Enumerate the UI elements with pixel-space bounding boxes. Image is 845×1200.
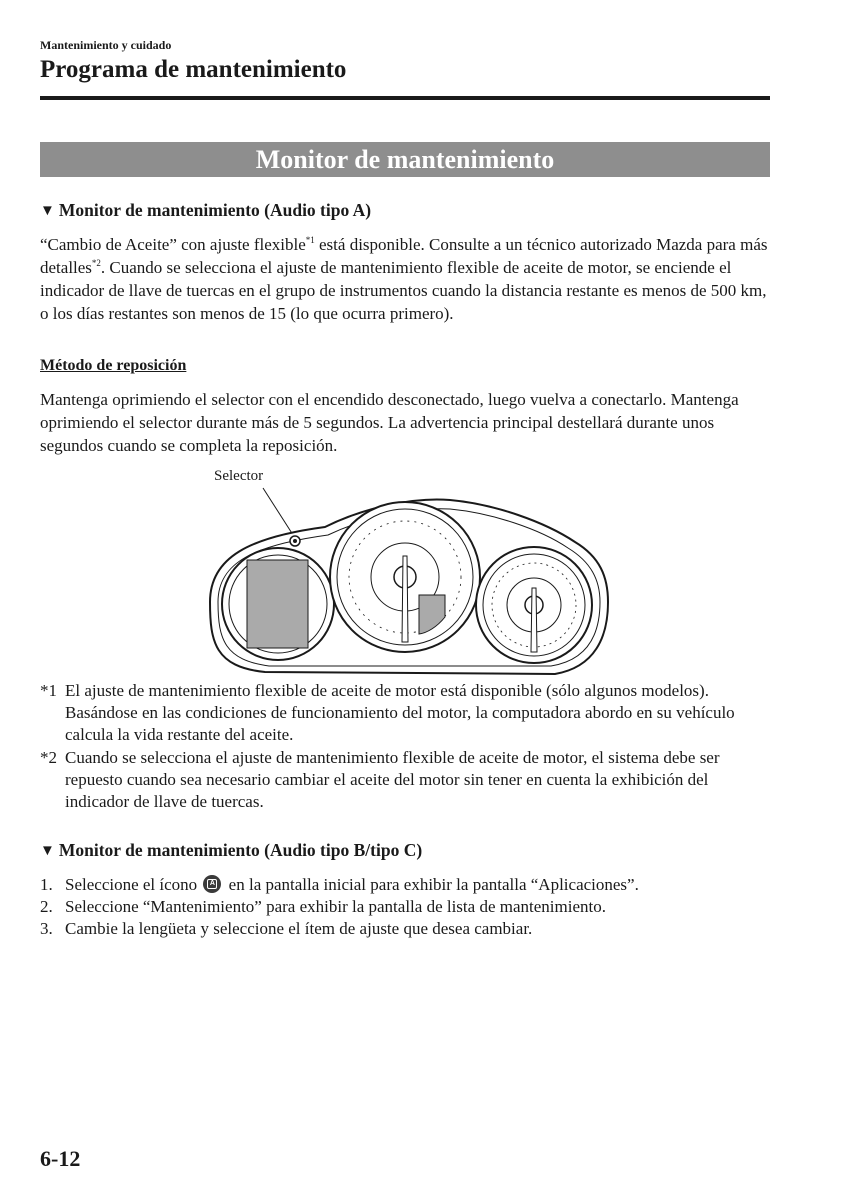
subsection-heading-text: Monitor de mantenimiento (Audio tipo B/tipo C)	[58, 840, 423, 860]
step-number: 3.	[40, 919, 53, 938]
speedometer-needle	[531, 588, 537, 652]
step-item	[40, 918, 639, 940]
footnote-1	[40, 680, 775, 746]
footnote-mark: *1	[40, 681, 57, 700]
step-item	[40, 874, 639, 896]
step-text: Cambie la lengüeta y seleccione el ítem de ajuste que desea cambiar.	[65, 919, 533, 938]
instrument-cluster-illustration	[205, 462, 615, 682]
multi-info-display	[247, 560, 308, 648]
page-title: Programa de mantenimiento	[40, 56, 347, 83]
triangle-bullet-icon: ▼	[40, 203, 55, 219]
steps-list	[40, 874, 639, 940]
footnote-ref-1: *1	[305, 235, 315, 245]
footnote-mark: *2	[40, 748, 57, 767]
triangle-bullet-icon: ▼	[40, 843, 55, 859]
step-number: 2.	[40, 897, 53, 916]
footnote-ref-2: *2	[91, 258, 101, 268]
selector-knob	[290, 536, 300, 546]
selector-label: Selector	[214, 468, 264, 484]
intro-paragraph	[40, 233, 775, 325]
step-text: en la pantalla inicial para exhibir la pantalla “Aplicaciones”.	[224, 875, 639, 894]
intro-text-part1: “Cambio de Aceite” con ajuste flexible	[40, 235, 306, 254]
selector-leader-line	[263, 488, 295, 538]
tachometer-needle	[402, 556, 408, 642]
applications-icon: A	[203, 875, 221, 893]
title-divider	[40, 96, 770, 100]
subsection-heading-audio-a	[40, 200, 371, 221]
footnote-text: Cuando se selecciona el ajuste de mantenimiento flexible de aceite de motor, el sistema debe ser repuesto cuando sea necesario cambiar el aceite del motor sin tener en cuenta la exhibición del indicador de llave de tuercas.	[65, 748, 720, 811]
footnote-2	[40, 747, 775, 813]
subsection-heading-text: Monitor de mantenimiento (Audio tipo A)	[58, 200, 372, 220]
speedometer-gauge	[476, 547, 592, 663]
subsection-heading-audio-bc	[40, 840, 422, 861]
page-number: 6-12	[40, 1146, 81, 1171]
section-banner: Monitor de mantenimiento	[40, 142, 770, 177]
tachometer-gauge	[330, 502, 480, 652]
step-text: Seleccione “Mantenimiento” para exhibir la pantalla de lista de mantenimiento.	[65, 897, 606, 916]
intro-text-part2: está disponible. Consulte a un técnico autorizado Mazda para más detalles	[40, 235, 768, 277]
step-item	[40, 896, 639, 918]
step-text: Seleccione el ícono	[65, 875, 202, 894]
footnote-text: El ajuste de mantenimiento flexible de aceite de motor está disponible (sólo algunos modelos). Basándose en las condiciones de funcionamiento del motor, la computadora abordo en su vehículo calcula la vida restante del aceite.	[65, 681, 735, 744]
breadcrumb: Mantenimiento y cuidado	[40, 38, 172, 52]
reset-method-heading: Método de reposición	[40, 357, 187, 374]
reset-method-text: Mantenga oprimiendo el selector con el encendido desconectado, luego vuelva a conectarlo. Mantenga oprimiendo el selector durante más de 5 segundos. La advertencia principal destellará durante unos segundos cuando se completa la reposición.	[40, 390, 739, 455]
instrument-cluster-figure	[205, 462, 615, 682]
intro-text-part3: . Cuando se selecciona el ajuste de mantenimiento flexible de aceite de motor, se enciende el indicador de llave de tuercas en el grupo de instrumentos cuando la distancia restante es menos de 500 km, o los días restantes son menos de 15 (lo que ocurra primero).	[40, 258, 767, 323]
left-display	[222, 548, 334, 660]
step-number: 1.	[40, 875, 53, 894]
